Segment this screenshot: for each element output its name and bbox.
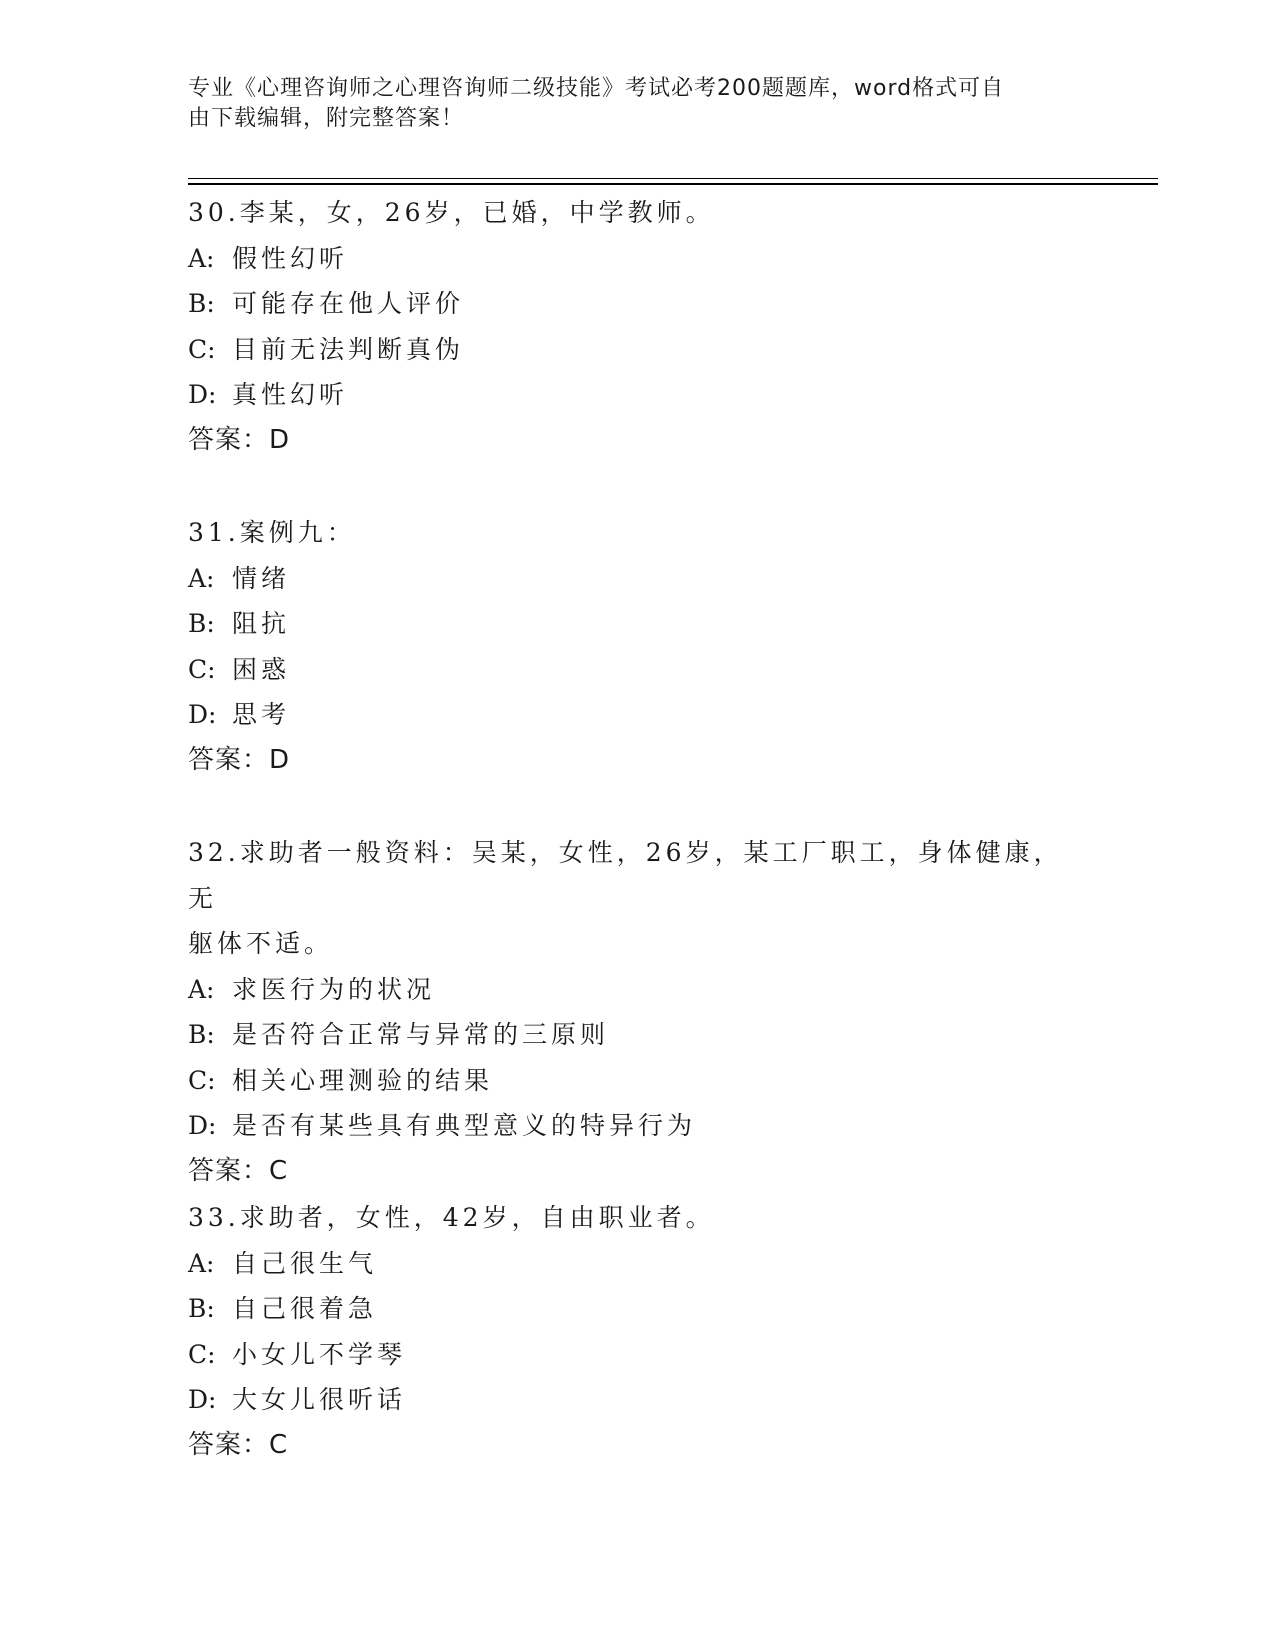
option-a	[188, 556, 1088, 602]
answer-line: 答案：C	[188, 1155, 289, 1186]
option-a	[188, 1241, 1088, 1287]
option-letter: D:	[188, 380, 217, 409]
option-d	[188, 692, 1088, 738]
option-text: 自己很生气	[232, 1248, 378, 1278]
question-stem-line-1: 32.求助者一般资料：吴某，女性，26岁，某工厂职工，身体健康，无	[188, 838, 1063, 913]
option-text: 可能存在他人评价	[232, 289, 465, 318]
option-text: 阻抗	[232, 609, 291, 638]
option-letter: C:	[188, 334, 216, 364]
header-divider-thick	[188, 183, 1158, 185]
option-b	[188, 1012, 1088, 1058]
question-stem: 30.李某，女，26岁，已婚，中学教师。	[188, 198, 715, 227]
option-d	[188, 372, 1088, 418]
option-text: 情绪	[232, 563, 291, 593]
header-divider-thin	[188, 178, 1158, 179]
document-header	[188, 74, 1068, 134]
option-letter: B:	[188, 1294, 215, 1323]
option-text: 困惑	[232, 654, 291, 684]
option-text: 真性幻听	[232, 380, 349, 409]
option-b	[188, 281, 1088, 327]
question-31	[188, 510, 1088, 783]
option-letter: C:	[188, 1339, 216, 1369]
option-letter: D:	[188, 1385, 217, 1414]
option-text: 思考	[232, 700, 291, 729]
option-letter: B:	[188, 289, 215, 318]
option-letter: B:	[188, 1020, 215, 1049]
option-letter: B:	[188, 609, 215, 638]
option-text: 求医行为的状况	[232, 974, 436, 1004]
question-30	[188, 190, 1088, 463]
option-c	[188, 1332, 1088, 1378]
question-stem: 31.案例九：	[188, 518, 356, 547]
option-text: 自己很着急	[232, 1294, 378, 1323]
option-d	[188, 1377, 1088, 1423]
answer-line: 答案：C	[188, 1429, 289, 1460]
option-text: 是否有某些具有典型意义的特异行为	[232, 1111, 697, 1140]
option-letter: A:	[188, 1248, 215, 1278]
answer-line: 答案：D	[188, 744, 291, 775]
option-c	[188, 647, 1088, 693]
option-text: 小女儿不学琴	[232, 1339, 407, 1369]
question-33	[188, 1195, 1088, 1468]
option-c	[188, 327, 1088, 373]
option-a	[188, 967, 1088, 1013]
option-text: 相关心理测验的结果	[232, 1065, 494, 1095]
option-letter: A:	[188, 563, 215, 593]
option-text: 目前无法判断真伪	[232, 334, 465, 364]
option-text: 假性幻听	[232, 243, 349, 273]
option-letter: D:	[188, 700, 217, 729]
option-letter: D:	[188, 1111, 217, 1140]
option-b	[188, 1286, 1088, 1332]
option-text: 是否符合正常与异常的三原则	[232, 1020, 610, 1049]
option-text: 大女儿很听话	[232, 1385, 407, 1414]
option-b	[188, 601, 1088, 647]
option-letter: C:	[188, 1065, 216, 1095]
option-d	[188, 1103, 1088, 1149]
header-line-1: 专业《心理咨询师之心理咨询师二级技能》考试必考200题题库，word格式可自	[188, 76, 1005, 101]
option-a	[188, 236, 1088, 282]
question-32	[188, 830, 1088, 1194]
header-line-2: 由下载编辑，附完整答案！	[188, 106, 465, 131]
option-letter: C:	[188, 654, 216, 684]
answer-line: 答案：D	[188, 424, 291, 455]
option-letter: A:	[188, 974, 215, 1004]
question-stem: 33.求助者，女性，42岁，自由职业者。	[188, 1203, 715, 1232]
question-stem-line-2: 躯体不适。	[188, 929, 334, 958]
option-letter: A:	[188, 243, 215, 273]
option-c	[188, 1058, 1088, 1104]
